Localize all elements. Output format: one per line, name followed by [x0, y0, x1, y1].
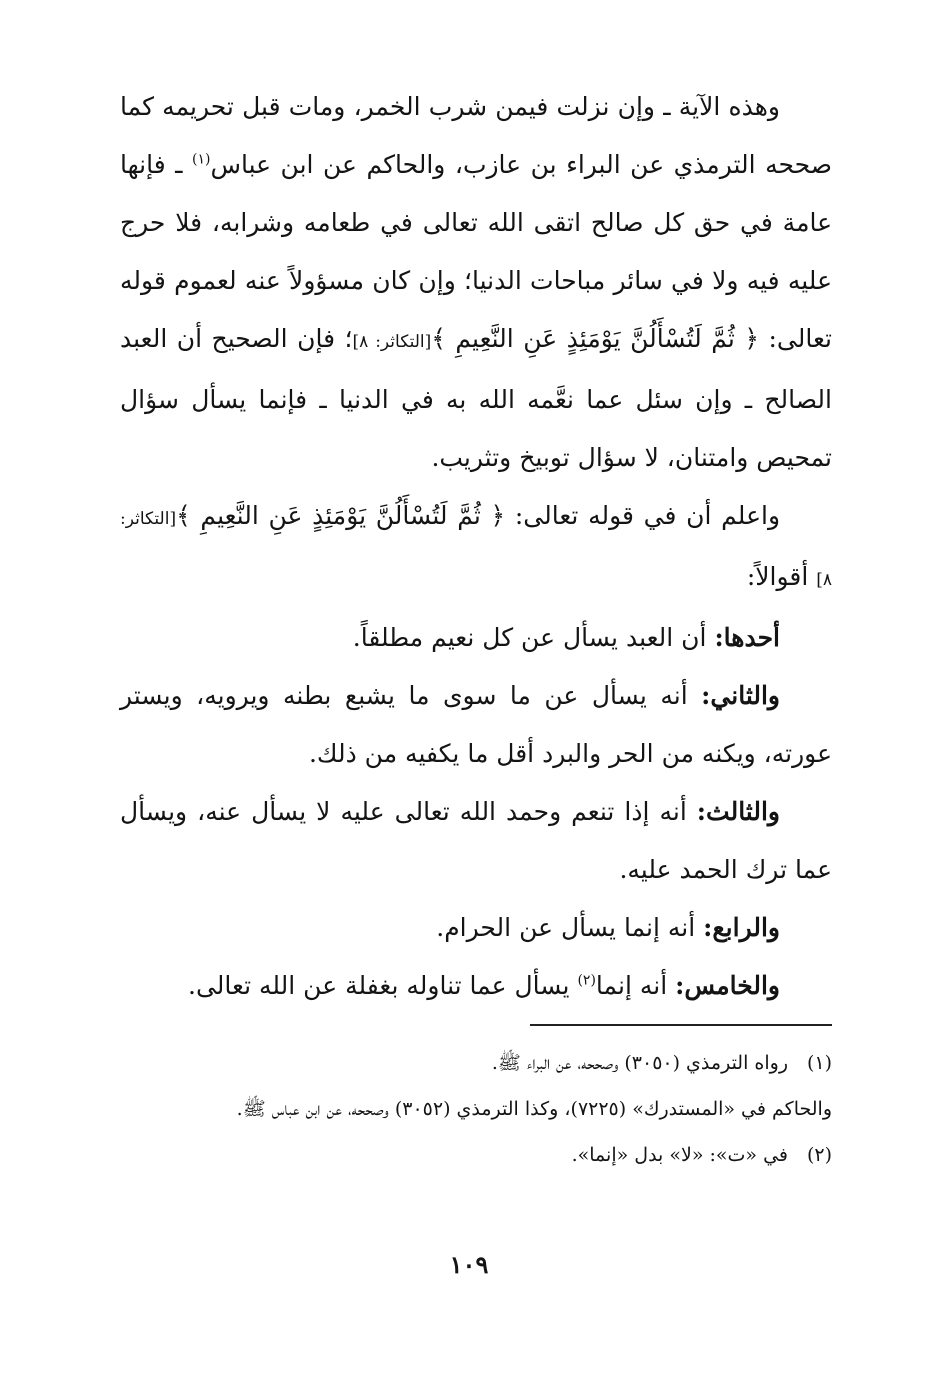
opinion-3 — [120, 783, 832, 899]
verse-reference: [التكاثر: ٨] — [120, 509, 832, 590]
opinion-1 — [120, 609, 832, 667]
opinion-label: والثالث: — [696, 797, 780, 826]
page-number: ١٠٩ — [449, 1250, 489, 1279]
page-body — [120, 78, 832, 1015]
opinion-2 — [120, 667, 832, 783]
paragraph-2 — [120, 487, 832, 609]
footnote-separator — [530, 1024, 832, 1026]
opinion-text: أن العبد يسأل عن كل نعيم مطلقاً. — [352, 623, 715, 652]
quran-verse: ﴿ ثُمَّ لَتُسْأَلُنَّ يَوْمَئِذٍ عَنِ النَّعِيمِ ﴾ — [431, 324, 759, 353]
opinion-text: أنه يسأل عن ما سوى ما يشبع بطنه ويرويه، ويستر عورته، ويكنه من الحر والبرد أقل ما يكفيه من ذلك. — [120, 681, 832, 768]
opinion-label: والرابع: — [703, 913, 780, 942]
footnote-text: في «ت»: «لا» بدل «إنما». — [571, 1144, 788, 1166]
opinion-text: أنه إنما يسأل عن الحرام. — [436, 913, 704, 942]
paragraph-1 — [120, 78, 832, 487]
p1-text-1: وهذه الآية ـ وإن نزلت فيمن شرب الخمر، ومات قبل تحريمه كما صححه الترمذي عن البراء بن عازب، والحاكم عن ابن عباس — [120, 92, 832, 179]
quran-verse: ﴿ ثُمَّ لَتُسْأَلُنَّ يَوْمَئِذٍ عَنِ النَّعِيمِ ﴾ — [176, 501, 506, 530]
footnote-1 — [120, 1040, 832, 1086]
p2-text-2: أقوالاً: — [746, 562, 817, 591]
footnote-number: (٢) — [806, 1144, 832, 1166]
footnote-ref-1: (١) — [192, 151, 211, 168]
p1-text-2: ـ فإنها عامة في حق كل صالح اتقى الله تعالى في طعامه وشرابه، فلا حرج عليه فيه ولا في سائر مباحات الدنيا؛ وإن كان مسؤولاً عنه لعموم قوله تعالى: — [120, 150, 832, 353]
footnote-text: والحاكم في «المستدرك» (٧٢٢٥)، وكذا الترمذي (٣٠٥٢) وصححه، عن ابن عباس ﷺ. — [236, 1098, 832, 1120]
opinion-text: أنه إذا تنعم وحمد الله تعالى عليه لا يسأل عنه، ويسأل عما ترك الحمد عليه. — [120, 797, 832, 884]
opinion-4 — [120, 899, 832, 957]
opinion-label: أحدها: — [714, 623, 780, 652]
opinion-text-2: يسأل عما تناوله بغفلة عن الله تعالى. — [188, 971, 578, 1000]
opinion-text: أنه إنما — [595, 971, 676, 1000]
footnote-text: رواه الترمذي (٣٠٥٠) وصححه، عن البراء ﷺ. — [491, 1052, 788, 1074]
p2-text-1: واعلم أن في قوله تعالى: — [505, 501, 781, 530]
footnotes — [120, 1040, 832, 1178]
opinion-label: والخامس: — [675, 971, 780, 1000]
footnote-1-continued — [120, 1086, 832, 1132]
opinion-label: والثاني: — [701, 681, 780, 710]
footnote-number: (١) — [806, 1052, 832, 1074]
opinion-5 — [120, 957, 832, 1015]
footnote-ref-2: (٢) — [577, 972, 596, 989]
verse-reference: [التكاثر: ٨] — [352, 332, 432, 352]
p1-text-3: ؛ فإن الصحيح أن العبد الصالح ـ وإن سئل عما نعَّمه الله به في الدنيا ـ فإنما يسأل سؤال تمحيص وامتنان، لا سؤال توبيخ وتثريب. — [120, 324, 832, 472]
footnote-2 — [120, 1132, 832, 1178]
